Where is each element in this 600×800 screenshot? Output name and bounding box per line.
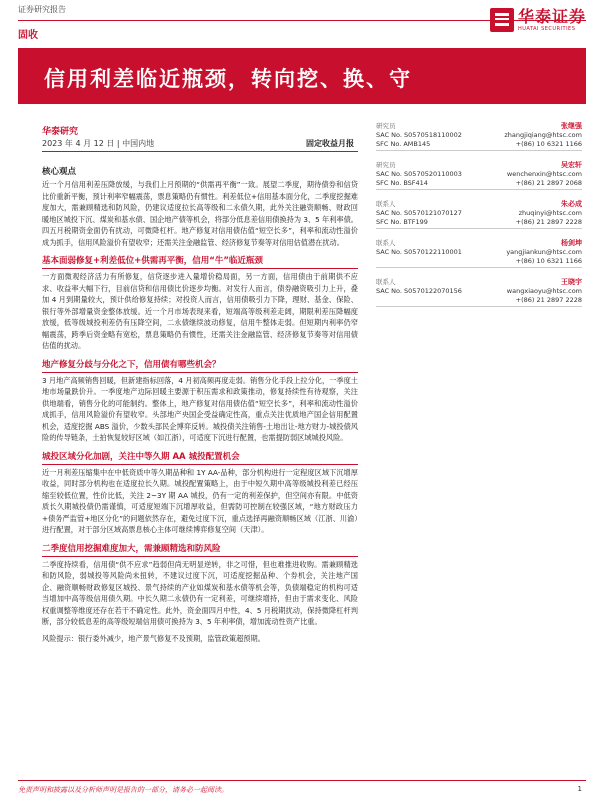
logo-english: HUATAI SECURITIES (517, 25, 576, 32)
analyst-name: 朱必成 (561, 200, 582, 208)
risk-note: 风险提示：银行委外减少，地产景气修复不及预期，监管政策超预期。 (42, 633, 265, 643)
analyst-divider (376, 267, 582, 268)
report-date: 2023 年 4 月 12 日 (42, 139, 115, 148)
title-banner (18, 48, 586, 104)
logo-chinese: 华泰证券 (517, 6, 586, 26)
section-title-property: 地产修复分歧与分化之下，信用债有哪些机会？ (42, 358, 358, 373)
meta-divider (42, 151, 358, 152)
analyst-name: 杨剑坤 (561, 239, 582, 247)
analyst-phone: +(86) 10 6321 1166 (515, 140, 582, 148)
section-title-q2: 二季度信用挖掘难度加大，需兼顾精选和防风险 (42, 542, 358, 557)
analyst-sac: SAC No. S0570122110001 (376, 248, 462, 256)
section-title-fundamentals: 基本面弱修复+利差低位+供需再平衡，信用“牛”临近瓶颈 (42, 254, 358, 269)
report-category: 固收 (18, 30, 38, 41)
report-type: 固定收益月报 (306, 139, 354, 148)
analyst-card (376, 122, 582, 151)
analyst-sac: SAC No. S0570520110003 (376, 170, 462, 178)
analyst-panel (376, 122, 582, 317)
analyst-divider (376, 228, 582, 229)
analyst-divider (376, 306, 582, 307)
analyst-phone: +(86) 21 2897 2068 (515, 179, 582, 187)
section-title-core: 核心观点 (42, 167, 77, 177)
analyst-divider (376, 150, 582, 151)
analyst-sfc: SFC No. AMB145 (376, 140, 431, 148)
analyst-role: 联系人 (376, 278, 396, 286)
analyst-phone: +(86) 10 6321 1166 (515, 257, 582, 265)
analyst-name: 王晓宇 (561, 278, 582, 286)
footer-divider (18, 780, 586, 781)
report-title: 信用利差临近瓶颈，转向挖、换、守 (44, 67, 412, 91)
analyst-phone: +(86) 21 2897 2228 (515, 296, 582, 304)
section-body-property: 3 月地产高频销售回暖，但新建指标回落，4 月初高频再度走弱。销售分化手段上拉分化，一季度土地市场量跌价升。一季度地产边际回暖主要源于积压需求和政策推动，修复持续性有待观察，关注供地端看，销售分化的可能制约。整体上，地产修复对信用债估值“短空长多”，利率和流动性溢价成抓手，信用风险溢价有望收窄。头部地产央国企受益确定性高，重点关注优质地产国企信用配置机会，适度挖掘 ABS 溢价，少数头部民企博弈反转。城投债关注销售-土地出让-地方财力-城投债风险的传导链条，土拍恢复较好区域（如江浙），可适度下沉进行配置，也需提防弱区域城投风险。 (42, 375, 358, 442)
analyst-card (376, 200, 582, 229)
footer-disclaimer: 免责声明和披露以及分析师声明是报告的一部分，请务必一起阅读。 (18, 786, 228, 794)
research-firm: 华泰研究 (42, 127, 79, 137)
analyst-email[interactable]: wangxiaoyu@htsc.com (506, 287, 582, 295)
analyst-divider (376, 189, 582, 190)
analyst-card (376, 278, 582, 307)
main-content (42, 160, 358, 644)
analyst-sfc: SFC No. BTF199 (376, 218, 428, 226)
analyst-email[interactable]: zhangjiqiang@htsc.com (504, 131, 582, 139)
section-body-fundamentals: 一方面微观经济活力有所修复，信贷逐步进入量增价稳局面，另一方面，信用债由于前期供不应求、收益率大幅下行，目前信贷和信用债比价逐步均衡。对发行人而言，债券融资吸引力上升，叠加 4 月到期量较大，预计供给修复持续；对投资人而言，信用债吸引力下降，理财、基金、保险、银行等外部增量资金整体放缓。近一个月市场表现来看，短端高等级利差走阔，期限利差压降幅度放缓，低等级城投利差仍有压降空间，二永债继续波动修复，信用牛整体走弱。但短期内利率仍窄幅震荡，跨季后资金略有宽松，票息策略仍有惯性，还需关注金融监管、经济修复节奏等对信用债估值的扰动。 (42, 272, 358, 350)
analyst-phone: +(86) 21 2897 2228 (515, 218, 582, 226)
report-series-label: 证券研究报告 (18, 5, 66, 14)
analyst-role: 研究员 (376, 161, 396, 169)
analyst-email[interactable]: wenchenxin@htsc.com (506, 170, 582, 178)
analyst-sac: SAC No. S0570122070156 (376, 287, 462, 295)
analyst-role: 联系人 (376, 239, 396, 247)
analyst-sfc: SFC No. BSF414 (376, 179, 428, 187)
date-region-line (42, 138, 154, 149)
analyst-card (376, 161, 582, 190)
date-separator: | (116, 139, 123, 148)
header-divider (18, 20, 586, 21)
report-region: 中国内地 (122, 139, 155, 148)
analyst-sac: SAC No. S0570121070127 (376, 209, 462, 217)
analyst-name: 吴宏轩 (561, 161, 582, 169)
analyst-email[interactable]: zhuqinyi@htsc.com (518, 209, 582, 217)
analyst-role: 联系人 (376, 200, 396, 208)
section-body-core: 近一个月信用利差压降放缓，与我们上月预期的“供需再平衡”一致。展望二季度，期待债券和信贷比价重新平衡，预计利率窄幅震荡，票息策略仍有惯性。利差低位+信用基本面分化，二季度挖掘难度加大，需兼顾精选和防风险，仍建议适度拉长高等级和二永债久期，此外关注融资顺畅、财政回暖地区城投下沉、煤炭和基水债、国企地产债等机会，将部分低息差信用债换持为 3、5 年利率债。四五月税期资金面仍有扰动，可微降杠杆。地产修复对信用债估值“短空长多”，利率和流动性溢价成为抓手，信用风险溢价有望收窄；还需关注金融监管、经济修复节奏等对信用估值潜在扰动。 (42, 180, 358, 247)
analyst-name: 张继强 (561, 122, 582, 130)
section-title-lgfv: 城投区域分化加剧，关注中等久期 AA 城投配置机会 (42, 450, 358, 465)
section-body-lgfv: 近一月利差压缩集中在中低资质中等久期品种和 1Y AA-品种，部分机构进行一定程度区域下沉增厚收益，同时部分机构也在适度拉长久期。城投配置策略上，由于中短久期中高等级城投利差已经压缩至较低位置，性价比低，关注 2~3Y 期 AA 城投，仍有一定的利差保护，但空间亦有限。中低资质长久期城投债仍需谨慎，可适度短端下沉增厚收益，但需防可控制在较强区域，“地方财政压力+债务严监管+地区分化”的问题依然存在，避免过度下沉，重点选择再融资顺畅区域（江浙、川渝）进行配置，对于部分区域高票息核心主体可继续博弈修复空间（天津）。 (42, 467, 358, 534)
analyst-email[interactable]: yangjiankun@htsc.com (506, 248, 582, 256)
section-body-q2: 二季度持续看，信用债“供不应求”趋弱但尚无明显逆转，非之可惜，但也难推进收购。需兼顾精选和防风险，弱城投等风险尚未扭转，不建议过度下沉，可适度挖掘品种、个券机会，关注地产国企、融资顺畅财政修复区城投、景气持续的产业如煤炭和基水债等机会等，负债端稳定的机构可适当增加中高等级信用债久期。中长久期二永债仍有一定利差，可继续增持，但由于需求变化、风险权重调整等维度还存在若干不确定性。此外，资金面四月中性，4、5 月税期扰动，保持微降杠杆判断，部分较低息差的高等级短端信用债可换持为 3、5 年利率债，增加流动性资产比重。 (42, 559, 358, 626)
page-number: 1 (577, 785, 582, 793)
analyst-sac: SAC No. S0570518110002 (376, 131, 462, 139)
analyst-role: 研究员 (376, 122, 396, 130)
analyst-card (376, 239, 582, 268)
